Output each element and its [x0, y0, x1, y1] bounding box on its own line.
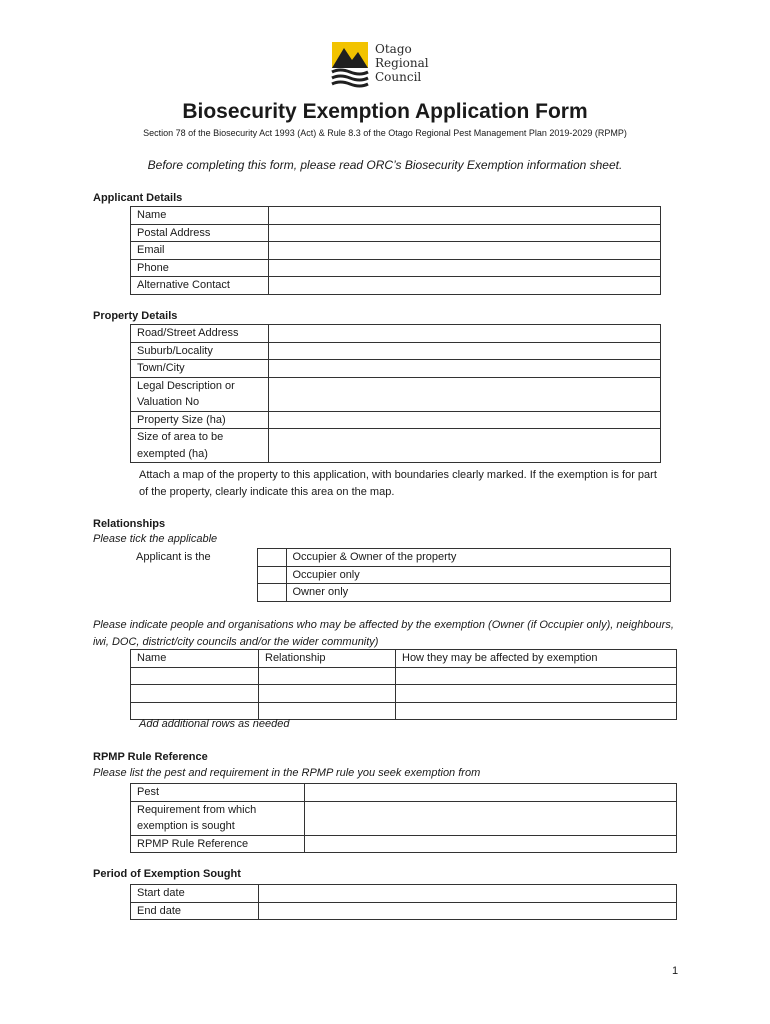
tick-box-owner[interactable] [257, 584, 286, 602]
logo-line: Regional [375, 56, 429, 70]
field-label: Email [131, 242, 269, 260]
option-label: Occupier only [286, 566, 671, 584]
page-number: 1 [672, 965, 679, 977]
relationship-label: Applicant is the [130, 549, 257, 602]
start-date-input[interactable] [259, 885, 677, 903]
field-label: Phone [131, 259, 269, 277]
street-address-input[interactable] [269, 325, 661, 343]
field-label: Pest [131, 784, 305, 802]
suburb-input[interactable] [269, 342, 661, 360]
relationships-instruction: Please tick the applicable [93, 533, 218, 545]
property-table [130, 324, 661, 463]
field-label: End date [131, 902, 259, 920]
affected-impact-input[interactable] [396, 702, 677, 720]
period-table [130, 884, 677, 920]
intro-note: Before completing this form, please read ORC’s Biosecurity Exemption information sheet. [147, 158, 623, 172]
table-row [131, 685, 677, 703]
table-row [131, 667, 677, 685]
postal-address-input[interactable] [269, 224, 661, 242]
field-label: Road/Street Address [131, 325, 269, 343]
column-header: How they may be affected by exemption [396, 650, 677, 668]
affected-impact-input[interactable] [396, 667, 677, 685]
field-label: Name [131, 207, 269, 225]
email-input[interactable] [269, 242, 661, 260]
relationships-heading: Relationships [93, 518, 166, 530]
option-label: Occupier & Owner of the property [286, 549, 671, 567]
pest-input[interactable] [305, 784, 677, 802]
rpmp-instruction: Please list the pest and requirement in the RPMP rule you seek exemption from [93, 767, 481, 779]
table-row [131, 702, 677, 720]
rpmp-heading: RPMP Rule Reference [93, 751, 208, 763]
option-label: Owner only [286, 584, 671, 602]
affected-impact-input[interactable] [396, 685, 677, 703]
tick-box-occupier[interactable] [257, 566, 286, 584]
rpmp-table [130, 783, 677, 853]
requirement-input[interactable] [305, 801, 677, 835]
applicant-heading: Applicant Details [93, 192, 183, 204]
town-city-input[interactable] [269, 360, 661, 378]
field-label: Start date [131, 885, 259, 903]
affected-relationship-input[interactable] [259, 685, 396, 703]
field-label: Suburb/Locality [131, 342, 269, 360]
field-label: Legal Description or Valuation No [131, 377, 269, 411]
exempt-area-input[interactable] [269, 429, 661, 463]
field-label: Town/City [131, 360, 269, 378]
field-label: Alternative Contact [131, 277, 269, 295]
field-label: Property Size (ha) [131, 411, 269, 429]
logo-line: Council [375, 70, 422, 84]
field-label: Size of area to be exempted (ha) [131, 429, 269, 463]
field-label: Postal Address [131, 224, 269, 242]
phone-input[interactable] [269, 259, 661, 277]
end-date-input[interactable] [259, 902, 677, 920]
council-mountain-icon [330, 40, 370, 88]
affected-instruction: Please indicate people and organisations who may be affected by the exemption (Owner (if Occupier only), neighbours, iwi, DOC, district/city councils and/or the wider community) [93, 619, 674, 648]
page-title: Biosecurity Exemption Application Form [182, 100, 588, 123]
affected-relationship-input[interactable] [259, 702, 396, 720]
affected-name-input[interactable] [131, 702, 259, 720]
relationship-table [130, 548, 671, 602]
affected-name-input[interactable] [131, 667, 259, 685]
field-label: Requirement from which exemption is sought [131, 801, 305, 835]
legal-description-input[interactable] [269, 377, 661, 411]
field-label: RPMP Rule Reference [131, 835, 305, 853]
add-rows-note: Add additional rows as needed [139, 718, 290, 730]
page-subtitle: Section 78 of the Biosecurity Act 1993 (Act) & Rule 8.3 of the Otago Regional Pest Management Plan 2019-2029 (RPMP) [143, 128, 627, 138]
property-heading: Property Details [93, 310, 178, 322]
map-note: Attach a map of the property to this application, with boundaries clearly marked. If the exemption is for part of the property, clearly indicate this area on the map. [139, 469, 657, 498]
affected-relationship-input[interactable] [259, 667, 396, 685]
rule-reference-input[interactable] [305, 835, 677, 853]
name-input[interactable] [269, 207, 661, 225]
affected-name-input[interactable] [131, 685, 259, 703]
column-header: Name [131, 650, 259, 668]
logo-wordmark [375, 42, 429, 84]
column-header: Relationship [259, 650, 396, 668]
affected-table [130, 649, 677, 720]
alternative-contact-input[interactable] [269, 277, 661, 295]
period-heading: Period of Exemption Sought [93, 868, 241, 880]
property-size-input[interactable] [269, 411, 661, 429]
applicant-table [130, 206, 661, 295]
logo-line: Otago [375, 42, 412, 56]
tick-box-occupier-owner[interactable] [257, 549, 286, 567]
